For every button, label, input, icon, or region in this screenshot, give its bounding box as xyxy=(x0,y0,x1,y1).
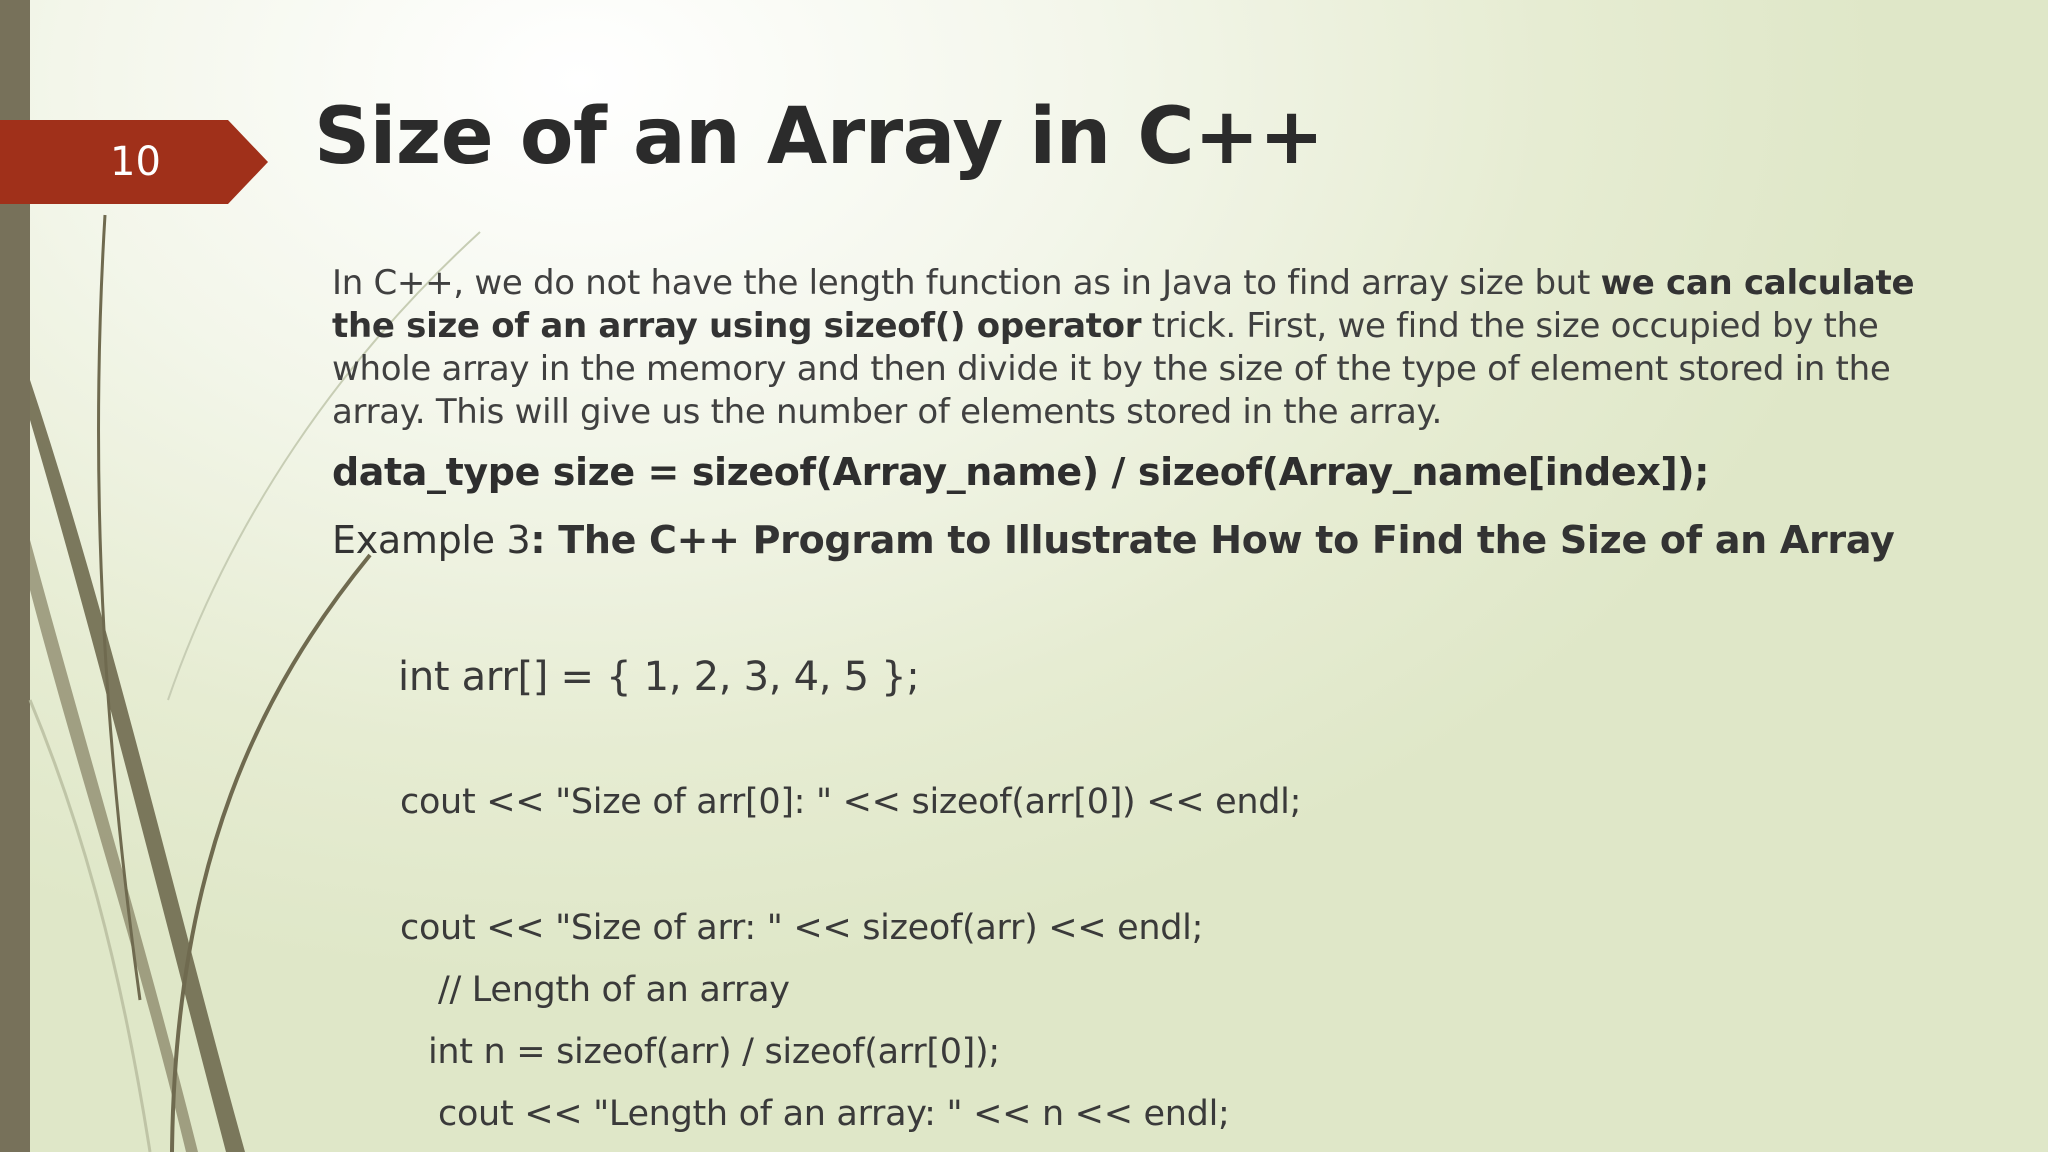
code-line-5: int n = sizeof(arr) / sizeof(arr[0]); xyxy=(428,1032,1000,1072)
code-line-2: cout << "Size of arr[0]: " << sizeof(arr[0]) << endl; xyxy=(400,782,1302,822)
code-line-3: cout << "Size of arr: " << sizeof(arr) << endl; xyxy=(400,908,1204,948)
code-line-4: // Length of an array xyxy=(438,970,790,1010)
slide-title: Size of an Array in C++ xyxy=(314,92,1324,182)
example-heading xyxy=(332,518,1894,562)
example-title: : The C++ Program to Illustrate How to Find the Size of an Array xyxy=(530,518,1895,562)
intro-text-1: In C++, we do not have the length function as in Java to find array size but xyxy=(332,263,1601,303)
syntax-line: data_type size = sizeof(Array_name) / sizeof(Array_name[index]); xyxy=(332,450,1710,494)
intro-paragraph xyxy=(332,262,1972,434)
code-line-6: cout << "Length of an array: " << n << endl; xyxy=(438,1094,1230,1134)
intro-text-2: trick. First, we find the size occupied by the whole array in the memory and then divide it by the size of the type of element stored in the array. This will give us the number of elements stored in the array. xyxy=(332,306,1891,432)
slide-number: 10 xyxy=(110,139,161,185)
example-prefix: Example 3 xyxy=(332,518,531,562)
code-line-1: int arr[] = { 1, 2, 3, 4, 5 }; xyxy=(398,654,920,700)
intro-bold-text: we can calculate the size of an array using sizeof() operator xyxy=(332,263,1915,346)
